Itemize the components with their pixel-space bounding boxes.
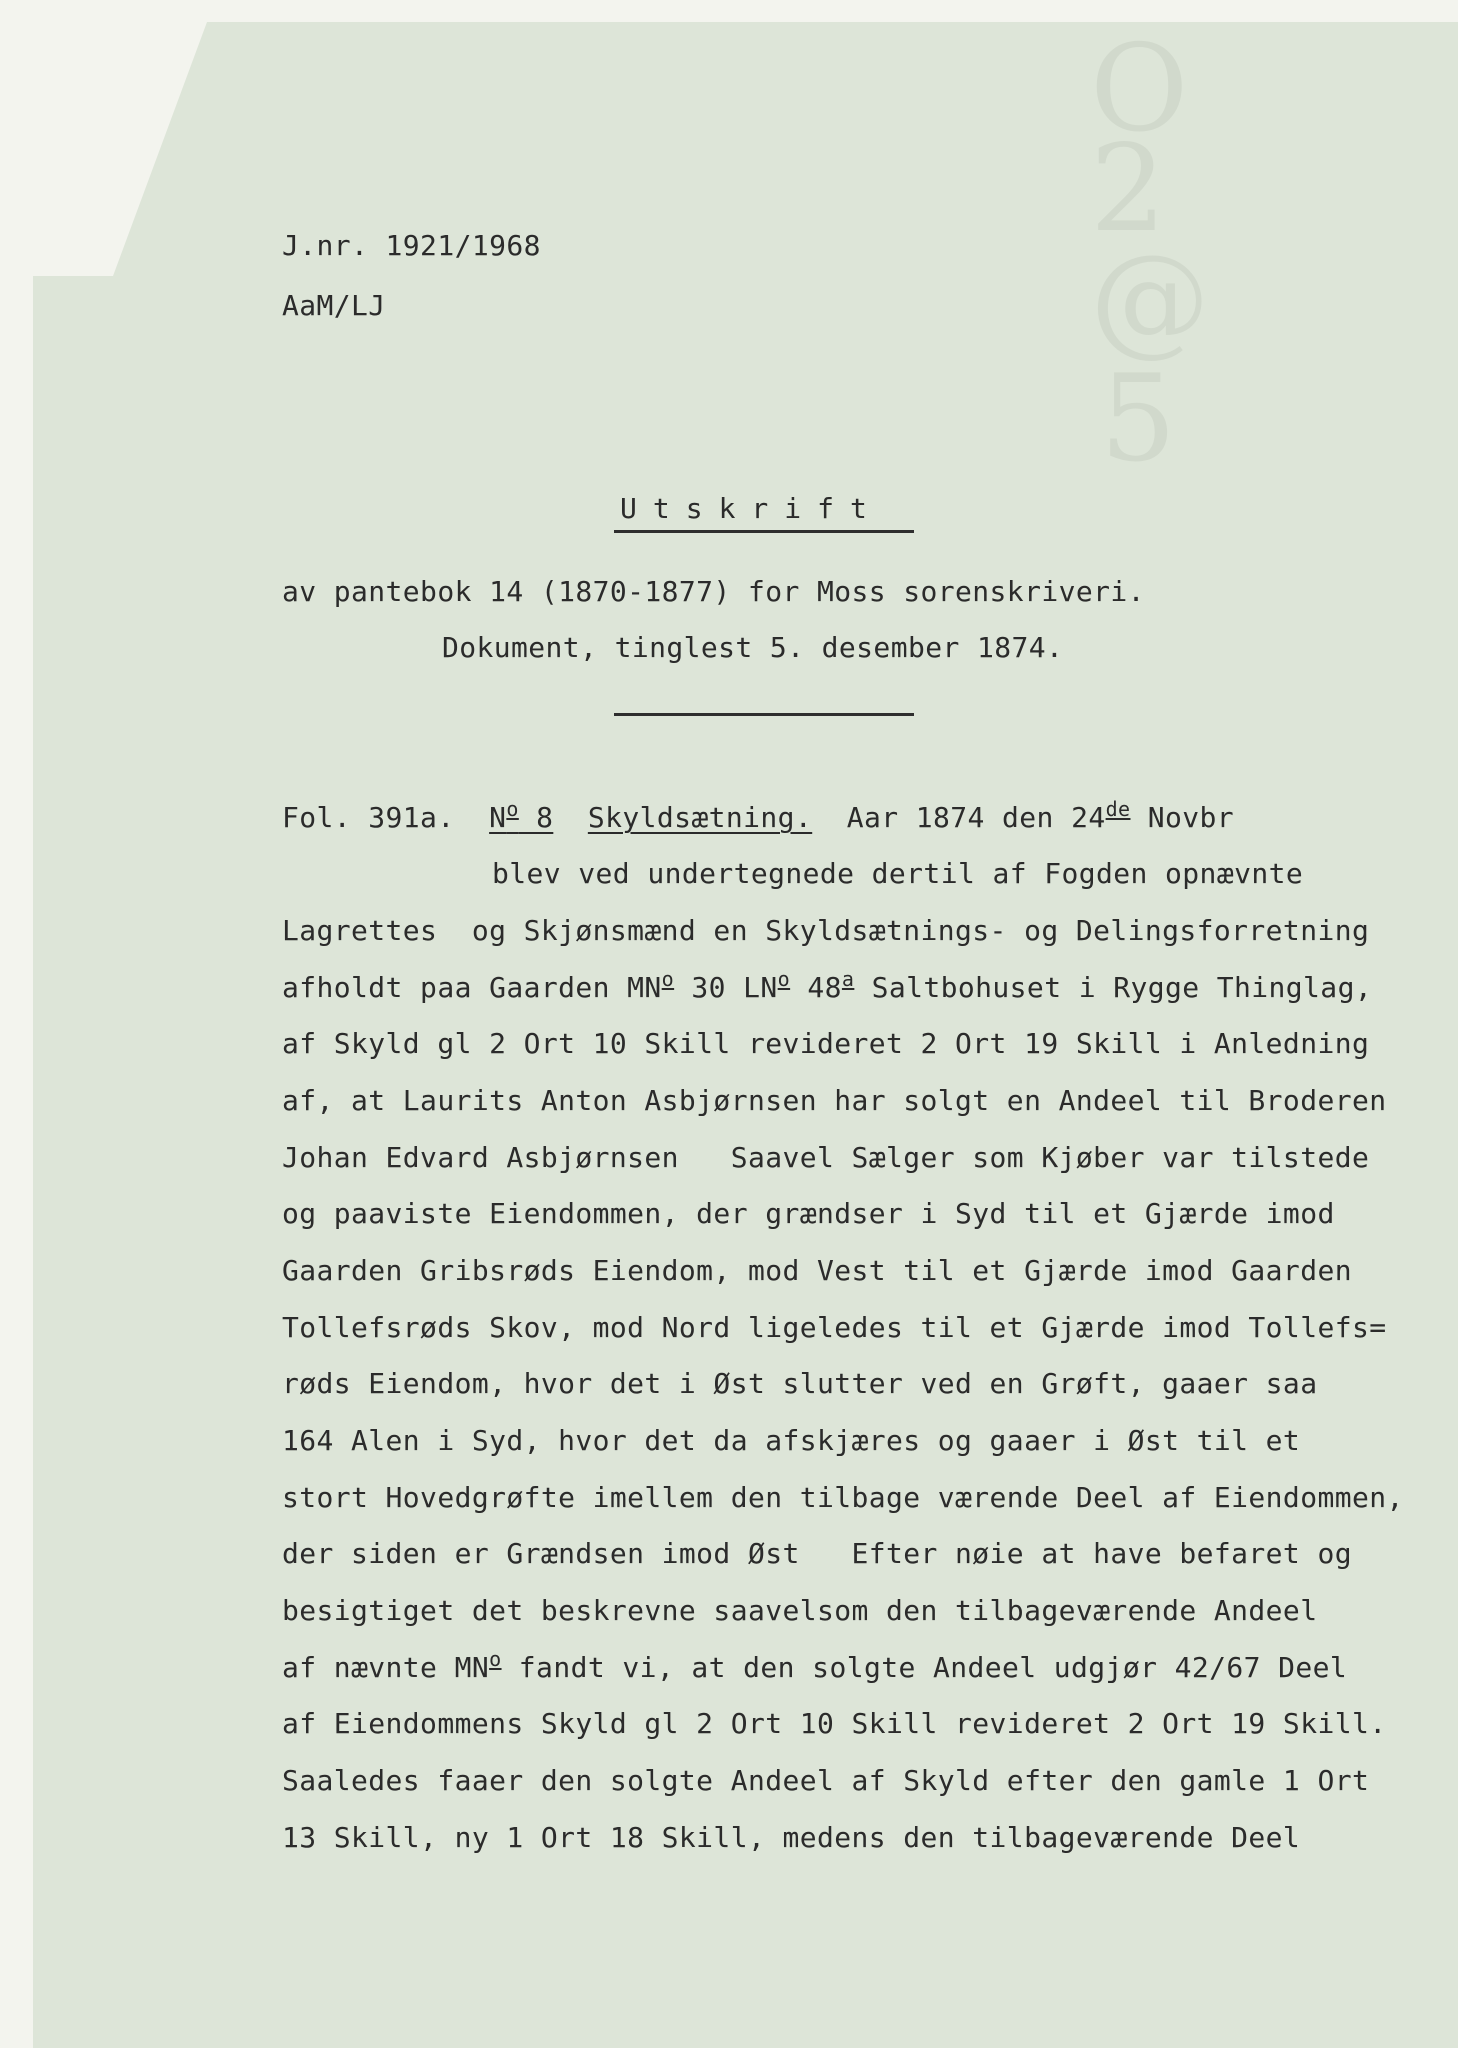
body-line: røds Eiendom, hvor det i Øst slutter ved en Grøft, gaaer saa (282, 1367, 1318, 1400)
body-line: Tollefsrøds Skov, mod Nord ligeledes til et Gjærde imod Tollefs= (282, 1311, 1387, 1344)
body-line: besigtiget det beskrevne saavelsom den tilbageværende Andeel (282, 1594, 1318, 1627)
body-line: afholdt paa Gaarden $MN^o$ 30 $LN^o$ 48$^a$ Saltbohuset i Rygge Thinglag, (282, 967, 1373, 1004)
separator-rule (614, 713, 914, 716)
entry-number: $N^o$ 8 (489, 797, 554, 834)
show-through-mark: 2 (1090, 120, 1167, 259)
body-line: der siden er Grændsen imod Øst Efter nøie at have befaret og (282, 1537, 1352, 1570)
body-line: Gaarden Gribsrøds Eiendom, mod Vest til et Gjærde imod Gaarden (282, 1254, 1352, 1287)
subtitle-line-2: Dokument, tinglest 5. desember 1874. (442, 631, 1064, 664)
subtitle-line-1: av pantebok 14 (1870-1877) for Moss sorenskriveri. (282, 575, 1145, 608)
body-line: og paaviste Eiendommen, der grændser i Syd til et Gjærde imod (282, 1197, 1335, 1230)
body-line: af nævnte $MN^o$ fandt vi, at den solgte Andeel udgjør 42/67 Deel (282, 1647, 1348, 1684)
body-line: Lagrettes og Skjønsmænd en Skyldsætnings- og Delingsforretning (282, 914, 1370, 947)
show-through-mark: O (1090, 20, 1189, 159)
body-line: stort Hovedgrøfte imellem den tilbage værende Deel af Eiendommen, (282, 1481, 1404, 1514)
title-underline (614, 530, 914, 533)
entry-date: Aar 1874 den 24de Novbr (846, 797, 1235, 834)
folio: Fol. 391a. (282, 801, 455, 834)
body-line: 164 Alen i Syd, hvor det da afskjæres og gaaer i Øst til et (282, 1424, 1301, 1457)
document-title: Utskrift (620, 492, 883, 525)
entry-heading: Skyldsætning. (587, 801, 813, 834)
body-line: blev ved undertegnede dertil af Fogden opnævnte (492, 857, 1304, 890)
record-heading-line (282, 797, 1235, 834)
show-through-mark: 5 (1100, 350, 1177, 489)
body-line: Saaledes faaer den solgte Andeel af Skyld efter den gamle 1 Ort (282, 1764, 1370, 1797)
body-line: af Skyld gl 2 Ort 10 Skill revideret 2 Ort 19 Skill i Anledning (282, 1027, 1370, 1060)
body-line: 13 Skill, ny 1 Ort 18 Skill, medens den tilbageværende Deel (282, 1821, 1301, 1854)
body-line: Johan Edvard Asbjørnsen Saavel Sælger som Kjøber var tilstede (282, 1141, 1370, 1174)
initials: AaM/LJ (282, 289, 386, 322)
body-line: af Eiendommens Skyld gl 2 Ort 10 Skill revideret 2 Ort 19 Skill. (282, 1707, 1387, 1740)
body-line: af, at Laurits Anton Asbjørnsen har solgt en Andeel til Broderen (282, 1084, 1387, 1117)
show-through-mark: @ (1090, 230, 1210, 369)
journal-number: J.nr. 1921/1968 (282, 229, 541, 262)
